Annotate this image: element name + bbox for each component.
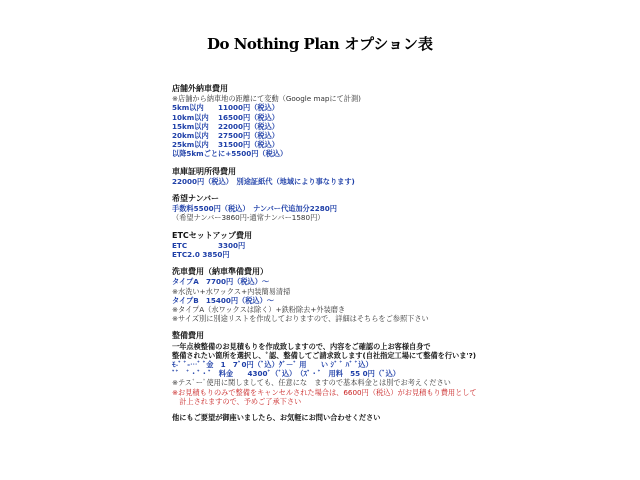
wash-type-a: タイプA 7700円（税込）～ — [172, 277, 270, 287]
delivery-row: 15km以内 22000円（税込） — [172, 121, 279, 131]
garage-line: 22000円（税込） 別途証紙代（地域により事なります) — [172, 176, 355, 186]
plan-name: Do Nothing Plan — [206, 35, 340, 53]
delivery-row: 10km以内 16500円（税込） — [172, 112, 279, 122]
garage-heading: 車庫証明所得費用 — [172, 166, 236, 176]
plate-line: 手数料5500円（税込） ナンバー代追加分2280円 — [172, 204, 337, 214]
footer-note: 他にもご要望が御座いましたら、お気軽にお問い合わせください — [172, 413, 381, 423]
delivery-note: ※店舗から納車地の距離にて変動（Google mapにて計測) — [172, 94, 361, 104]
wash-note-c: ※サイズ別に別途リストを作成しておりますので、詳細はそちらをご参照下さい — [172, 314, 429, 324]
title-suffix: オプション表 — [344, 35, 434, 53]
delivery-row: 5km以内 11000円（税込） — [172, 103, 279, 113]
etc-heading: ETCセットアップ費用 — [172, 230, 252, 240]
plate-note: （希望ナンバー3860円-通常ナンバー1580円） — [172, 213, 325, 223]
maintenance-note: ※テスﾞーﾞ使用に関しましても、任意にな ますので基本料金とは別でお考えください — [172, 378, 451, 388]
delivery-row: 20km以内 27500円（税込） — [172, 131, 279, 141]
maintenance-line: 一年点検整備のお見積もりを作成致しますので、内容をご確認の上お客様自身で — [172, 341, 431, 351]
wash-note-a: ※水洗い+水ワックス+内装簡易清掃 — [172, 286, 291, 296]
etc-row: ETC2.0 3850円 — [172, 250, 230, 260]
maintenance-line: 整備されたい箇所を選択し、ﾟ認、整備してご請求致します(自社指定工場にて整備を行いま'?) — [172, 350, 477, 360]
options-list — [172, 84, 482, 422]
maintenance-line: ﾓ-ﾞ ﾞ-…ﾞ ﾞ金 1 7ﾞ0円（ﾞ込）ｸﾞ－ﾞ 用 い ｼﾞ ﾞ ﾊﾞ ﾞ込） — [172, 360, 373, 370]
delivery-heading: 店舗外納車費用 — [172, 84, 228, 93]
maintenance-heading: 整備費用 — [172, 331, 204, 341]
wash-note-b: ※タイプA（水ワックスは除く）+鉄粉除去+外装磨き — [172, 305, 346, 315]
wash-type-b: タイプB 15400円（税込）～ — [172, 295, 274, 305]
delivery-extra: 以降5kmごとに+5500円（税込） — [172, 149, 288, 159]
maintenance-line: ﾞﾞ ﾞ・ﾞ・ﾞ 料金 4300ﾞ（ﾞ込） （ｽﾞ・ﾞ 用料 55 0円（ﾞ込） — [172, 369, 400, 379]
maintenance-warning: ※お見積もりのみで整備をキャンセルされた場合は、6600円（税込）がお見積もり費用として — [172, 387, 477, 397]
maintenance-warning: 計上されますので、予めご了承下さい — [172, 396, 302, 406]
plate-heading: 希望ナンバー — [172, 194, 220, 204]
wash-heading: 洗車費用（納車準備費用） — [172, 267, 268, 277]
page-title — [0, 33, 640, 54]
delivery-row: 25km以内 31500円（税込） — [172, 140, 279, 150]
etc-row: ETC 3300円 — [172, 240, 246, 250]
